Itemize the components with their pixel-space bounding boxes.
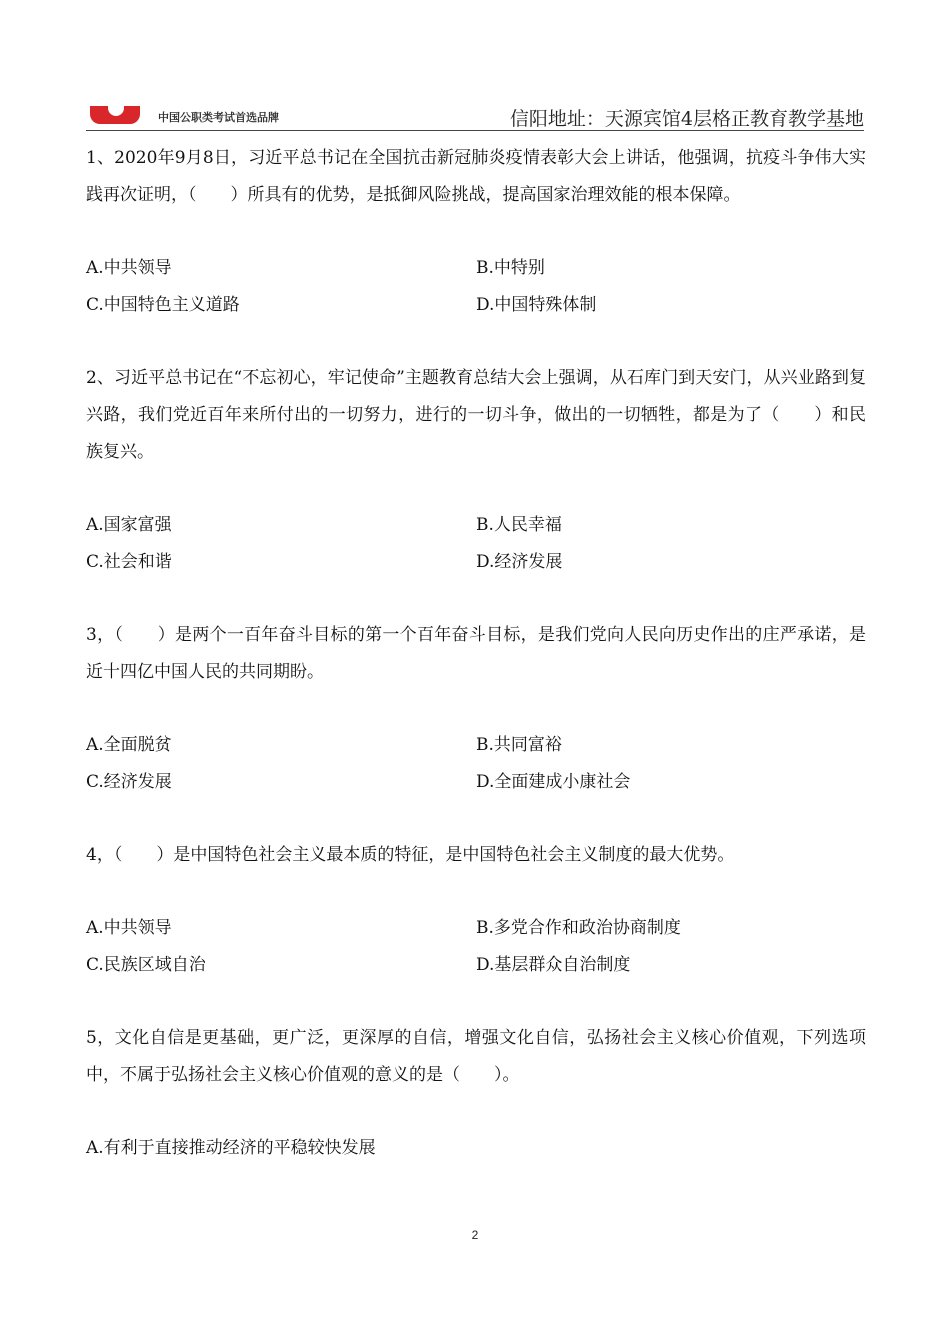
option-a: A.中共领导	[86, 258, 172, 278]
option-b: B.多党合作和政治协商制度	[476, 918, 681, 938]
option-a: A.中共领导	[86, 918, 172, 938]
options	[86, 910, 866, 984]
option-d: D.全面建成小康社会	[476, 772, 631, 792]
option-c: C.经济发展	[86, 772, 172, 792]
options	[86, 727, 866, 801]
options	[86, 507, 866, 581]
options	[86, 1130, 866, 1167]
page-header	[86, 100, 864, 130]
header-address: 信阳地址：天源宾馆4层格正教育教学基地	[509, 108, 864, 130]
option-d: D.基层群众自治制度	[476, 955, 631, 975]
question-text: 3，（ ）是两个一百年奋斗目标的第一个百年奋斗目标，是我们党向人民向历史作出的庄严承诺，是近十四亿中国人民的共同期盼。	[86, 625, 866, 682]
page-number: 2	[471, 1228, 479, 1242]
options	[86, 250, 866, 324]
logo-icon	[90, 106, 140, 124]
option-b: B.中特别	[476, 258, 545, 278]
header-divider	[86, 130, 864, 131]
question-text: 4，（ ）是中国特色社会主义最本质的特征，是中国特色社会主义制度的最大优势。	[86, 845, 735, 865]
option-d: D.中国特殊体制	[476, 295, 597, 315]
question-text: 2、习近平总书记在“不忘初心，牢记使命”主题教育总结大会上强调，从石库门到天安门，从兴业路到复兴路，我们党近百年来所付出的一切努力，进行的一切斗争，做出的一切牺牲，都是为了（ ）和民族复兴。	[86, 368, 866, 462]
question-text: 5，文化自信是更基础，更广泛，更深厚的自信，增强文化自信，弘扬社会主义核心价值观，下列选项中，不属于弘扬社会主义核心价值观的意义的是（ ）。	[86, 1028, 866, 1085]
question-1	[86, 140, 866, 324]
question-5	[86, 1020, 866, 1167]
question-list	[86, 140, 866, 1167]
option-c: C.民族区域自治	[86, 955, 206, 975]
option-b: B.人民幸福	[476, 515, 562, 535]
question-2	[86, 360, 866, 581]
option-a: A.国家富强	[86, 515, 172, 535]
question-4	[86, 837, 866, 984]
question-3	[86, 617, 866, 801]
option-c: C.社会和谐	[86, 552, 172, 572]
option-d: D.经济发展	[476, 552, 563, 572]
option-a: A.有利于直接推动经济的平稳较快发展	[86, 1138, 376, 1158]
question-text: 1、2020年9月8日，习近平总书记在全国抗击新冠肺炎疫情表彰大会上讲话，他强调，抗疫斗争伟大实践再次证明，（ ）所具有的优势，是抵御风险挑战，提高国家治理效能的根本保障。	[86, 148, 866, 205]
brand-slogan: 中国公职类考试首选品牌	[158, 111, 279, 124]
option-a: A.全面脱贫	[86, 735, 172, 755]
option-b: B.共同富裕	[476, 735, 562, 755]
option-c: C.中国特色主义道路	[86, 295, 240, 315]
